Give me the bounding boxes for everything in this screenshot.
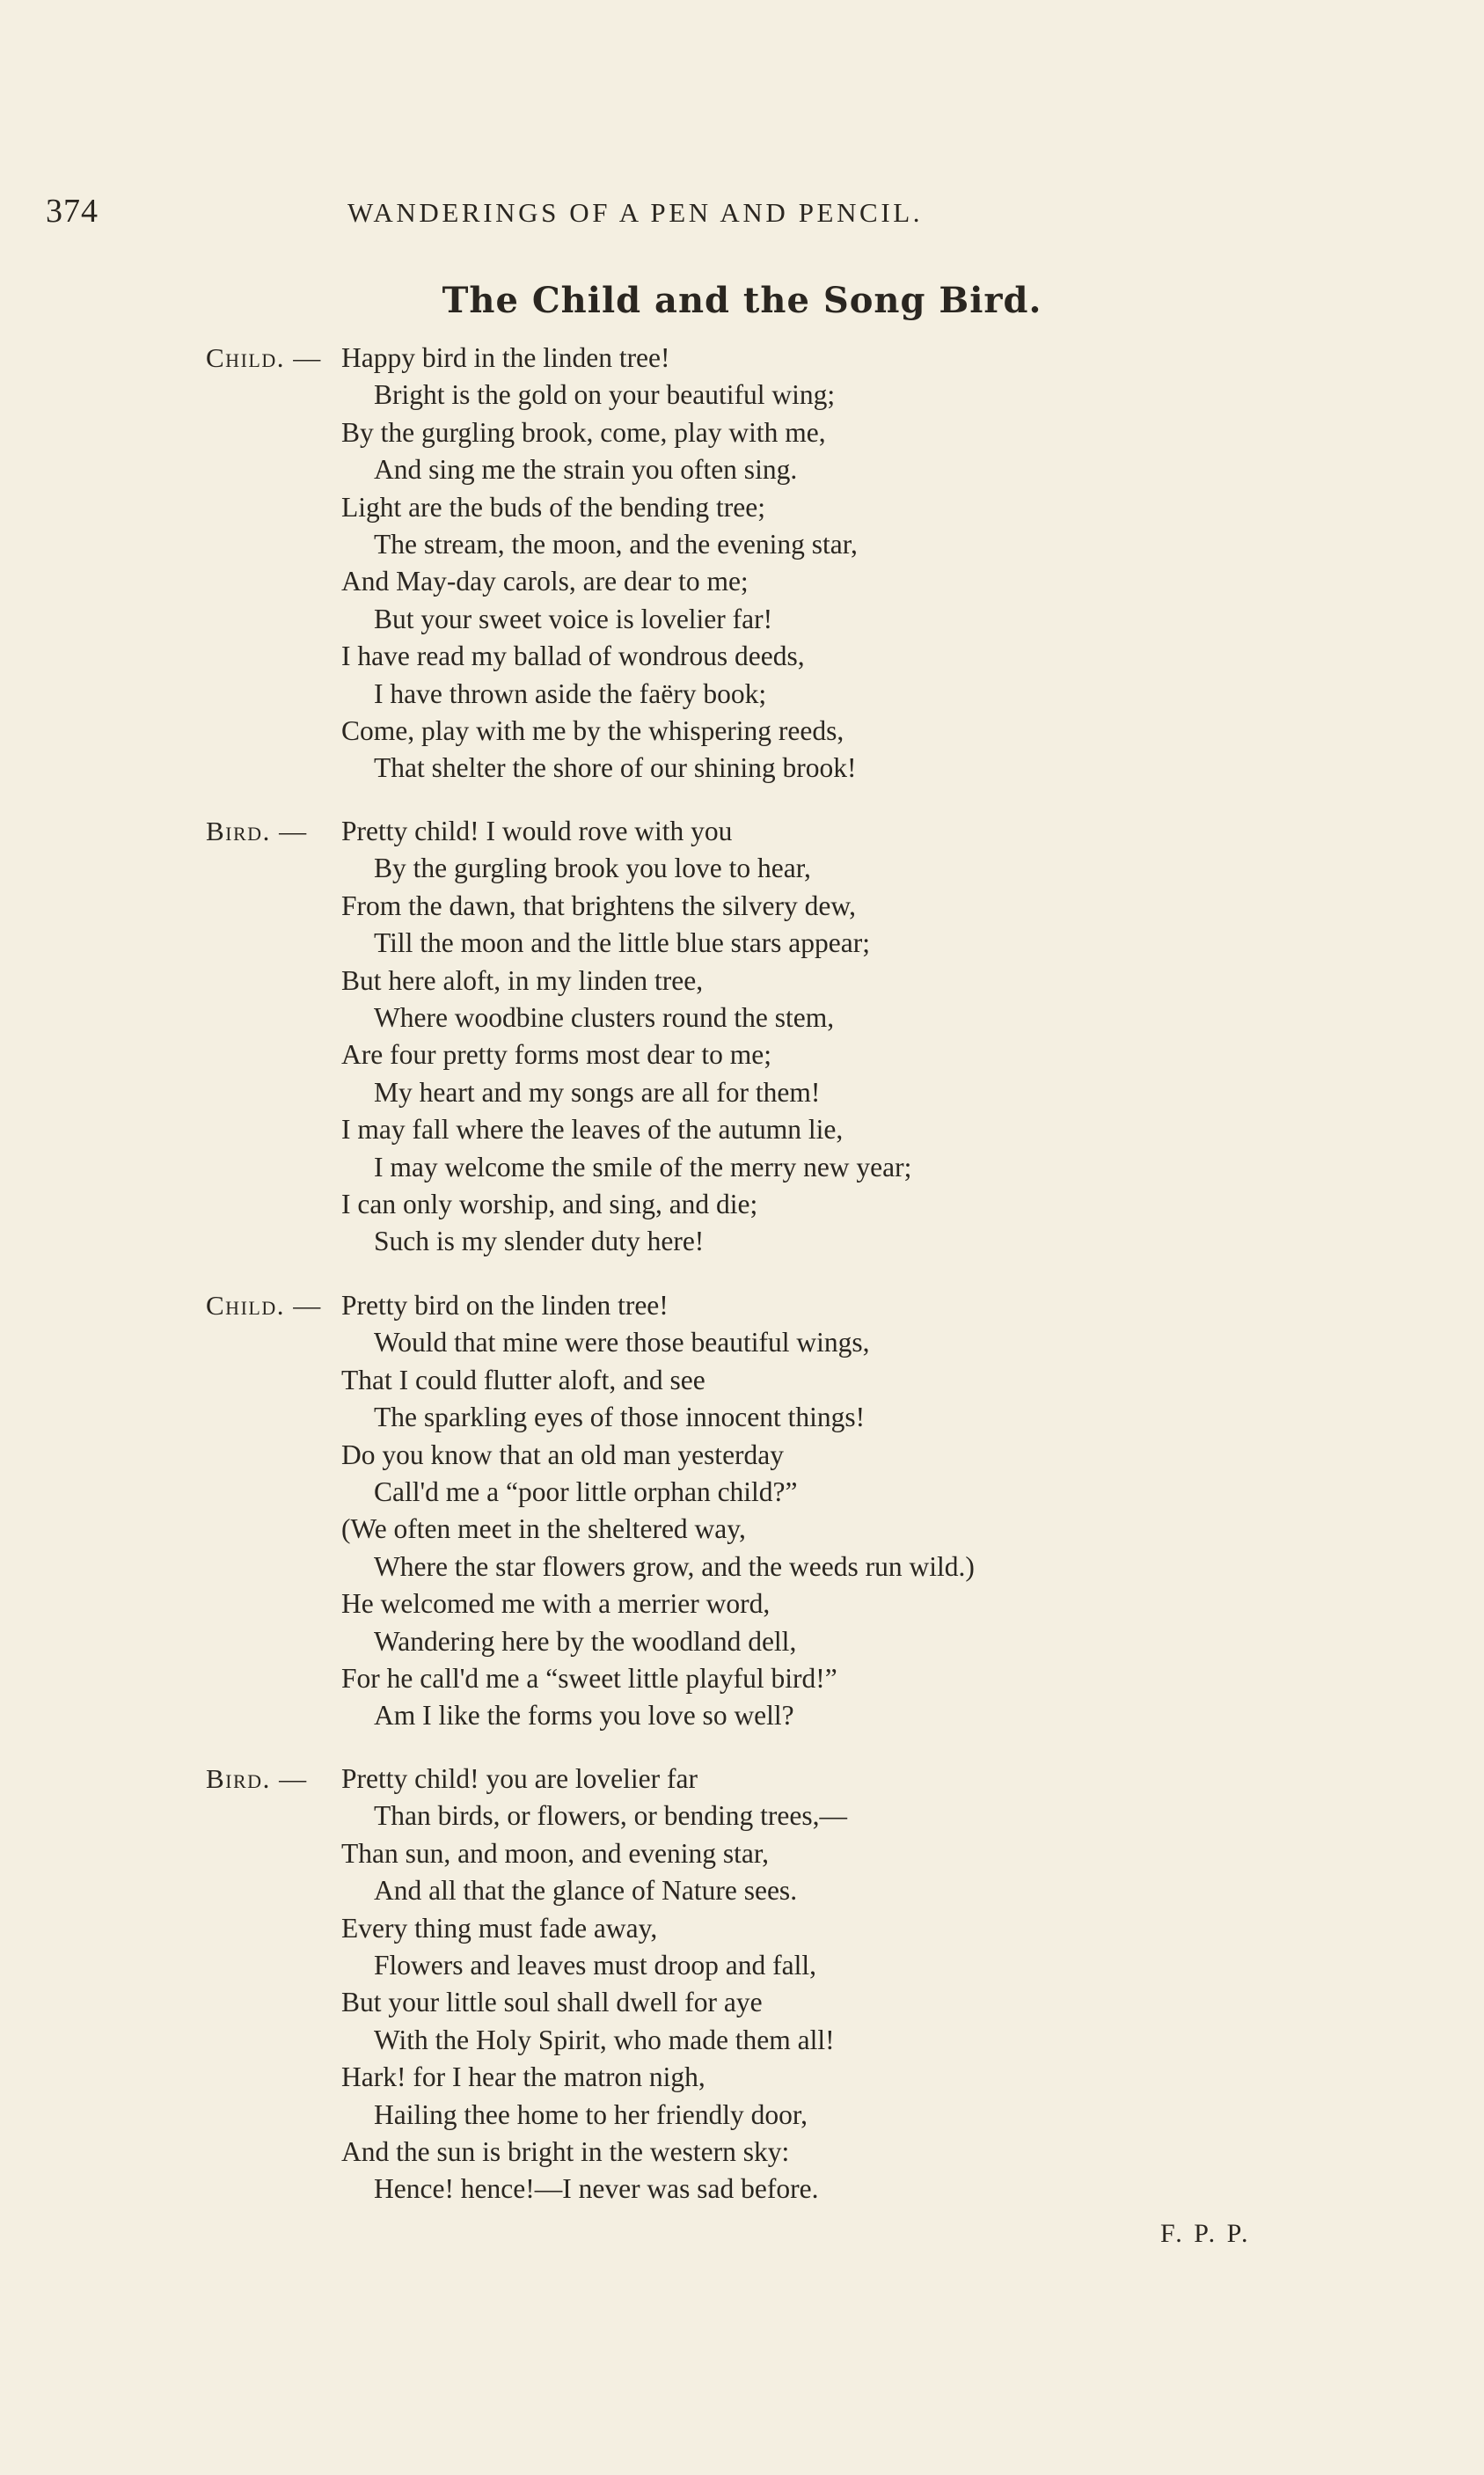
poem-line: From the dawn, that brightens the silvery dew, [341,890,856,921]
poem-line: But here aloft, in my linden tree, [341,964,704,996]
poem-line: And May-day carols, are dear to me; [341,566,749,597]
poem-line: Call'd me a “poor little orphan child?” [374,1476,798,1507]
poem-line: Where the star flowers grow, and the weeds run wild.) [374,1550,975,1582]
poem-line: Do you know that an old man yesterday [341,1439,785,1470]
poem-line: And sing me the strain you often sing. [374,454,798,486]
poem-line: But your sweet voice is lovelier far! [374,603,773,634]
poem-line: Come, play with me by the whispering reeds, [341,715,844,746]
poem-line: Hence! hence!—I never was sad before. [374,2173,819,2205]
poem-line: My heart and my songs are all for them! [374,1076,821,1108]
poem-line: I can only worship, and sing, and die; [341,1189,758,1219]
running-head: WANDERINGS OF A PEN AND PENCIL. [347,197,924,228]
poem-line: For he call'd me a “sweet little playful bird!” [341,1663,837,1694]
poem-line: Till the moon and the little blue stars appear; [374,927,870,959]
poem-line: That I could flutter aloft, and see [341,1364,705,1395]
poem-line: I have thrown aside the faëry book; [374,677,767,709]
poem-line: Happy bird in the linden tree! [341,342,670,373]
poem-line: Light are the buds of the bending tree; [341,491,765,523]
poem-line: He welcomed me with a merrier word, [341,1588,771,1620]
poem-line: And all that the glance of Nature sees. [374,1875,798,1907]
poem-line: Than sun, and moon, and evening star, [341,1837,770,1869]
poem-line: By the gurgling brook, come, play with me, [341,416,826,448]
poem-line: Wandering here by the woodland dell, [374,1625,797,1657]
signature: F. P. P. [1160,2219,1251,2248]
stanza-speaker: Bird. — [206,816,308,846]
poem-line: Such is my slender duty here! [374,1226,705,1257]
poem-line: With the Holy Spirit, who made them all! [374,2024,835,2055]
poem-title: The Child and the Song Bird. [442,280,1042,321]
poem-line: Pretty bird on the linden tree! [341,1290,669,1321]
poem-line: Pretty child! I would rove with you [341,816,733,846]
page-number: 374 [46,193,99,230]
poem-line: Flowers and leaves must droop and fall, [374,1950,817,1981]
poem-line: I may fall where the leaves of the autumn lie, [341,1114,844,1146]
poem-line: And the sun is bright in the western sky: [341,2136,790,2167]
poem-line: Am I like the forms you love so well? [374,1700,794,1732]
stanza-speaker: Bird. — [206,1763,308,1794]
poem-line: Than birds, or flowers, or bending trees,— [374,1800,847,1832]
poem-line: Hailing thee home to her friendly door, [374,2098,808,2130]
poem-line: Every thing must fade away, [341,1912,658,1944]
poem-line: Pretty child! you are lovelier far [341,1763,698,1794]
poem-line: But your little soul shall dwell for aye [341,1987,763,2018]
poem-line: Where woodbine clusters round the stem, [374,1002,835,1033]
poem-line: Bright is the gold on your beautiful wing; [374,379,836,411]
poem-line: Are four pretty forms most dear to me; [341,1039,771,1071]
poem-line: (We often meet in the sheltered way, [341,1513,746,1545]
poem-line: Would that mine were those beautiful wings, [374,1327,870,1358]
poem-line: I have read my ballad of wondrous deeds, [341,641,805,672]
stanza-speaker: Child. — [206,342,322,373]
poem-line: The stream, the moon, and the evening star, [374,529,858,560]
poem-line: The sparkling eyes of those innocent things! [374,1402,866,1433]
poem-line: By the gurgling brook you love to hear, [374,853,811,884]
poem-line: That shelter the shore of our shining brook! [374,752,857,784]
poem-line: I may welcome the smile of the merry new year; [374,1151,912,1183]
poem-line: Hark! for I hear the matron nigh, [341,2061,705,2093]
stanza-speaker: Child. — [206,1290,322,1321]
